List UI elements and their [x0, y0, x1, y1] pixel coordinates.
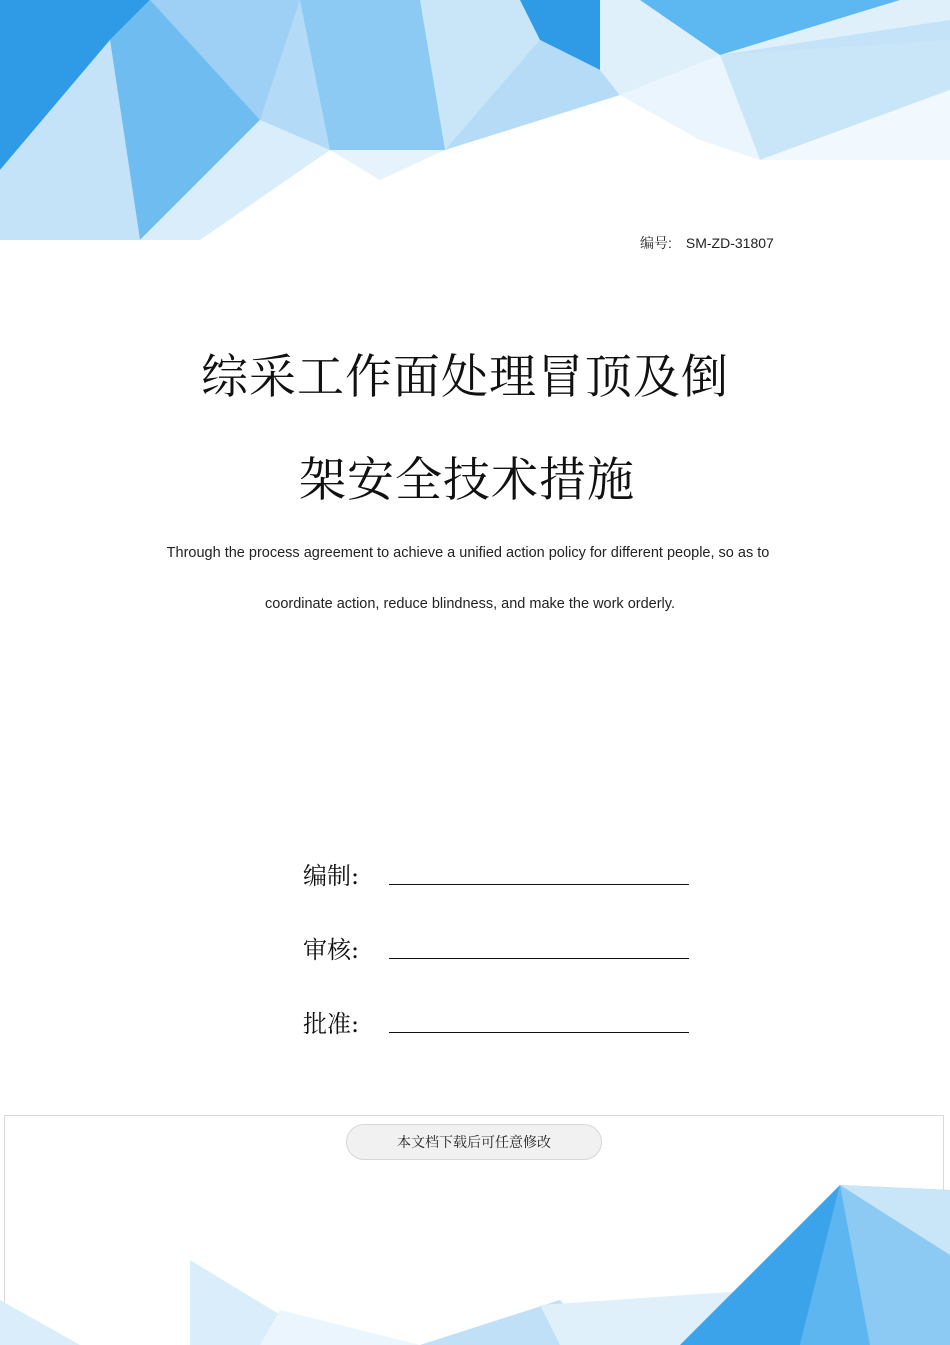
signature-row-reviewed [303, 930, 703, 964]
signature-label: 编制: [303, 862, 360, 890]
document-title-line-1: 综采工作面处理冒顶及倒 [201, 350, 729, 405]
signature-row-prepared [303, 856, 703, 890]
document-number-label: 编号: [640, 235, 672, 251]
signature-line [389, 958, 689, 959]
signature-label: 审核: [303, 936, 360, 964]
subtitle-line-2: coordinate action, reduce blindness, and make the work orderly. [265, 596, 675, 612]
signature-line [389, 1032, 689, 1033]
document-title-line-2: 架安全技术措施 [299, 453, 635, 508]
signature-row-approved [303, 1004, 703, 1038]
signature-line [389, 884, 689, 885]
subtitle-line-1: Through the process agreement to achieve a unified action policy for different people, so as to [166, 545, 770, 561]
top-decorative-banner [0, 0, 950, 245]
document-number [640, 233, 800, 253]
document-number-value: SM-ZD-31807 [685, 235, 774, 251]
download-note-badge: 本文档下载后可任意修改 [346, 1124, 602, 1160]
signature-label: 批准: [303, 1010, 360, 1038]
